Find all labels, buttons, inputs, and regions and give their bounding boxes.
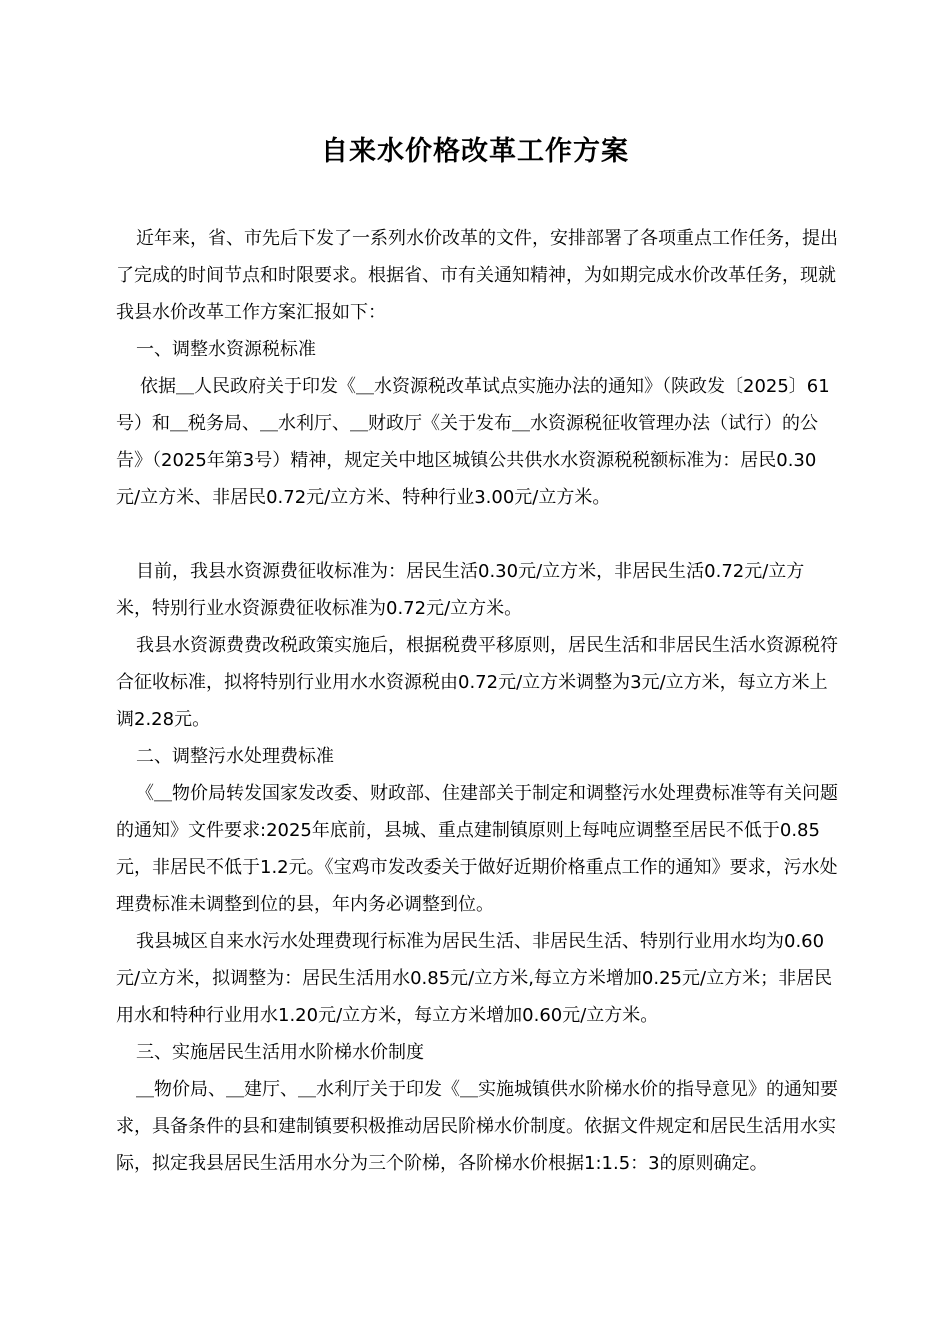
section-heading-2: 二、调整污水处理费标准 [136,746,334,767]
document-body [116,220,838,1182]
paragraph: 我县水资源费费改税政策实施后，根据税费平移原则，居民生活和非居民生活水资源税符合征收标准，拟将特别行业用水水资源税由0.72元/立方米调整为3元/立方米，每立方米上调2.28元。 [116,635,838,730]
paragraph: 依据＿人民政府关于印发《＿水资源税改革试点实施办法的通知》（陕政发〔2025〕61号）和＿税务局、＿水利厅、＿财政厅《关于发布＿水资源税征收管理办法（试行）的公告》（2025年第3号）精神，规定关中地区城镇公共供水水资源税税额标准为：居民0.30元/立方米、非居民0.72元/立方米、特种行业3.00元/立方米。 [116,376,830,508]
section-heading-1: 一、调整水资源税标准 [136,339,316,360]
paragraph: 《＿物价局转发国家发改委、财政部、住建部关于制定和调整污水处理费标准等有关问题的通知》文件要求:2025年底前，县城、重点建制镇原则上每吨应调整至居民不低于0.85元，非居民不低于1.2元。《宝鸡市发改委关于做好近期价格重点工作的通知》要求，污水处理费标准未调整到位的县，年内务必调整到位。 [116,783,838,915]
blank-line [116,516,838,553]
paragraph: 目前，我县水资源费征收标准为：居民生活0.30元/立方米，非居民生活0.72元/立方米，特别行业水资源费征收标准为0.72元/立方米。 [116,561,805,619]
section-heading-3: 三、实施居民生活用水阶梯水价制度 [136,1042,424,1063]
paragraph: ＿物价局、＿建厅、＿水利厅关于印发《＿实施城镇供水阶梯水价的指导意见》的通知要求，具备条件的县和建制镇要积极推动居民阶梯水价制度。依据文件规定和居民生活用水实际，拟定我县居民生活用水分为三个阶梯，各阶梯水价根据1:1.5：3的原则确定。 [116,1079,838,1174]
paragraph: 我县城区自来水污水处理费现行标准为居民生活、非居民生活、特别行业用水均为0.60元/立方米，拟调整为：居民生活用水0.85元/立方米,每立方米增加0.25元/立方米；非居民用水和特种行业用水1.20元/立方米，每立方米增加0.60元/立方米。 [116,931,833,1026]
intro-paragraph: 近年来，省、市先后下发了一系列水价改革的文件，安排部署了各项重点工作任务，提出了完成的时间节点和时限要求。根据省、市有关通知精神，为如期完成水价改革任务，现就我县水价改革工作方案汇报如下： [116,228,838,323]
document-title: 自来水价格改革工作方案 [321,136,629,167]
